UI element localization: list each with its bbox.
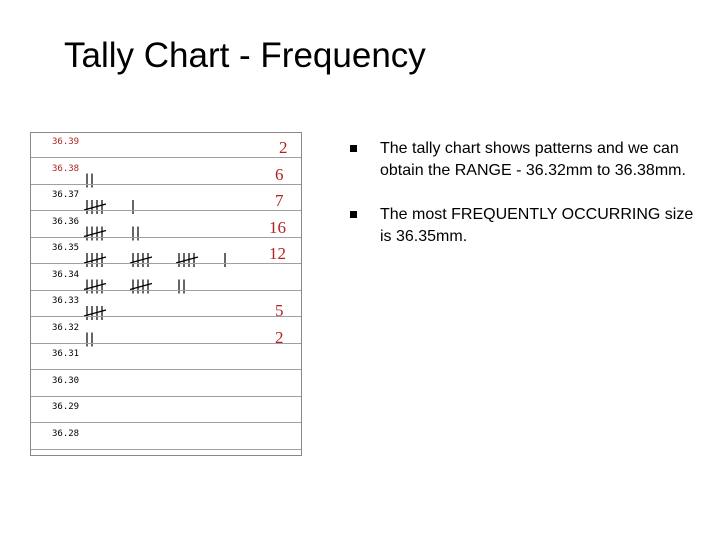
row-label: 36.39 bbox=[52, 137, 80, 147]
row-divider bbox=[31, 157, 301, 158]
row-divider bbox=[31, 396, 301, 397]
tally-chart bbox=[30, 132, 302, 456]
slide-title: Tally Chart - Frequency bbox=[64, 36, 426, 75]
tally-group bbox=[84, 227, 106, 241]
row-divider bbox=[31, 237, 301, 238]
row-label: 36.33 bbox=[52, 296, 80, 306]
row-label: 36.34 bbox=[52, 269, 80, 280]
tally-group bbox=[84, 280, 106, 294]
bullet-square-icon bbox=[350, 145, 357, 152]
bullet-text: The tally chart shows patterns and we can obtain the RANGE - 36.32mm to 36.38mm. bbox=[380, 140, 686, 179]
frequency-value: 6 bbox=[275, 164, 284, 184]
row-divider bbox=[31, 343, 301, 344]
frequency-value: 12 bbox=[269, 244, 286, 263]
tally-group bbox=[84, 200, 106, 214]
row-label: 36.36 bbox=[52, 216, 80, 227]
row-label: 36.38 bbox=[52, 163, 80, 174]
row-divider bbox=[31, 449, 301, 450]
frequency-value: 2 bbox=[279, 138, 288, 157]
frequency-value: 5 bbox=[275, 301, 284, 320]
tally-group bbox=[84, 306, 106, 320]
row-label: 36.28 bbox=[52, 428, 80, 439]
frequency-value: 7 bbox=[275, 191, 284, 210]
tally-group bbox=[87, 333, 92, 347]
row-divider bbox=[31, 290, 301, 291]
bullet-square-icon bbox=[350, 211, 357, 218]
frequency-value: 2 bbox=[275, 327, 284, 347]
tally-group bbox=[179, 280, 184, 294]
row-label: 36.30 bbox=[52, 375, 80, 386]
frequency-value: 16 bbox=[269, 217, 286, 237]
bullet-item-mode bbox=[350, 204, 700, 248]
bullet-list bbox=[350, 138, 700, 270]
row-label: 36.29 bbox=[52, 402, 80, 412]
row-divider bbox=[31, 210, 301, 211]
tally-group bbox=[84, 253, 106, 267]
row-divider bbox=[31, 422, 301, 423]
tally-group bbox=[87, 174, 92, 188]
tally-group bbox=[133, 227, 138, 241]
row-divider bbox=[31, 369, 301, 370]
tally-group bbox=[176, 253, 198, 267]
row-label: 36.32 bbox=[52, 322, 80, 333]
bullet-text: The most FREQUENTLY OCCURRING size is 36.35mm. bbox=[380, 206, 694, 245]
row-label: 36.37 bbox=[52, 190, 80, 200]
row-label: 36.35 bbox=[52, 243, 80, 253]
tally-group bbox=[130, 280, 152, 294]
row-divider bbox=[31, 263, 301, 264]
row-label: 36.31 bbox=[52, 349, 80, 359]
bullet-item-range bbox=[350, 138, 700, 182]
row-divider bbox=[31, 316, 301, 317]
tally-group bbox=[130, 253, 152, 267]
row-divider bbox=[31, 184, 301, 185]
